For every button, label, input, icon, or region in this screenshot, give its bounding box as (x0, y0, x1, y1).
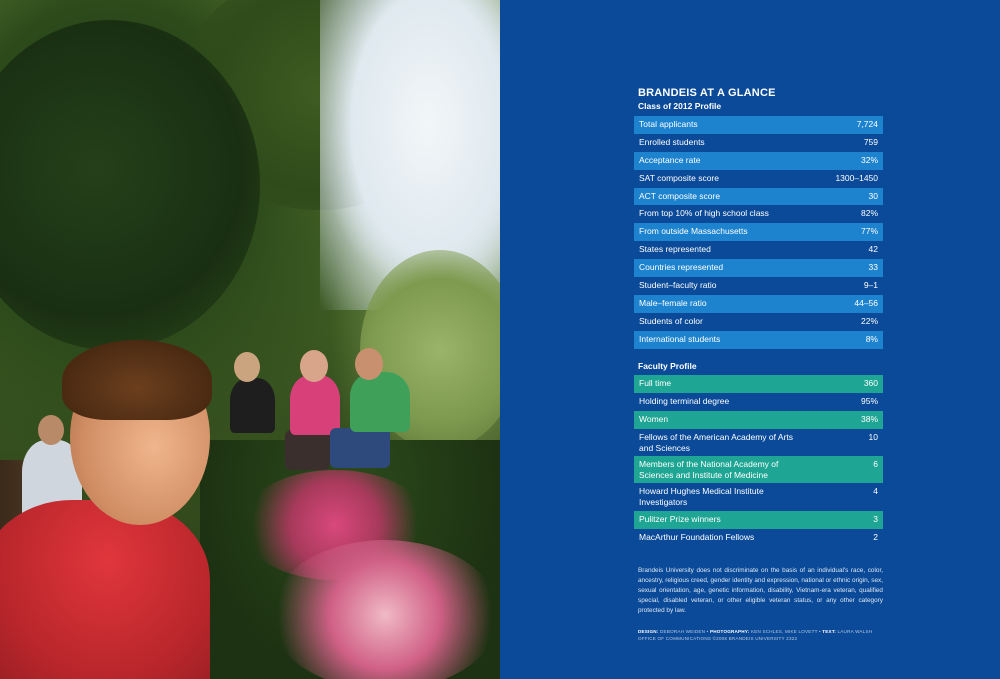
table-row (634, 331, 883, 349)
faculty-profile-table (634, 375, 883, 546)
page-title: BRANDEIS AT A GLANCE (638, 87, 776, 99)
faculty-title: Faculty Profile (638, 361, 697, 371)
table-row (634, 205, 883, 223)
row-label: Total applicants (639, 119, 698, 129)
row-label: Student–faculty ratio (639, 280, 717, 291)
row-value: 22% (860, 315, 878, 326)
row-label: Acceptance rate (639, 154, 701, 165)
photo-label: PHOTOGRAPHY: (709, 629, 750, 634)
table-row (634, 188, 883, 206)
table-row (634, 429, 883, 456)
table-row (634, 259, 883, 277)
row-value: 7,724 (856, 119, 878, 129)
row-value: 6 (873, 458, 878, 469)
row-value: 3 (873, 513, 878, 524)
row-label: Pulitzer Prize winners (639, 513, 721, 524)
row-value: 33 (868, 262, 878, 273)
table-row (634, 411, 883, 429)
row-value: 759 (863, 136, 878, 147)
table-row (634, 116, 883, 134)
row-label: From outside Massachusetts (639, 226, 748, 237)
table-row (634, 393, 883, 411)
row-label: Male–female ratio (639, 297, 707, 308)
credits: DESIGN: DEBORAH WEIDEN • PHOTOGRAPHY: KEN SCHLES, MIKE LOVETT • TEXT: LAURA WALSH OFFICE OF COMMUNICATIONS ©2008 BRANDEIS UNIVERSITY 2322 (638, 629, 873, 641)
flower-bed-pink (270, 540, 500, 679)
table-row (634, 456, 883, 483)
row-label: Students of color (639, 315, 703, 326)
row-label: International students (639, 333, 721, 344)
table-row (634, 313, 883, 331)
table-row (634, 529, 883, 547)
row-value: 30 (868, 190, 878, 201)
row-label: Full time (639, 378, 672, 388)
row-value: 38% (860, 413, 878, 424)
table-row (634, 277, 883, 295)
row-value: 8% (865, 333, 878, 344)
row-value: 95% (860, 395, 878, 406)
text-credit: LAURA WALSH (837, 629, 873, 634)
table-row (634, 511, 883, 529)
page-subtitle: Class of 2012 Profile (638, 101, 722, 111)
office-credit: OFFICE OF COMMUNICATIONS ©2008 BRANDEIS UNIVERSITY 2322 (638, 636, 798, 641)
row-value: 32% (860, 154, 878, 165)
text-label: TEXT: (822, 629, 837, 634)
row-value: 1300–1450 (835, 172, 878, 183)
row-value: 2 (873, 531, 878, 542)
table-row (634, 134, 883, 152)
row-value: 42 (868, 244, 878, 255)
row-label: SAT composite score (639, 172, 719, 183)
row-label: States represented (639, 244, 711, 255)
row-label: Women (639, 413, 669, 424)
row-value: 44–56 (854, 297, 878, 308)
row-value: 10 (868, 431, 878, 442)
row-value: 82% (860, 208, 878, 219)
row-label: From top 10% of high school class (639, 208, 769, 219)
design-credit: DEBORAH WEIDEN (660, 629, 706, 634)
row-label: Countries represented (639, 262, 724, 273)
table-row (634, 483, 883, 511)
row-label: Holding terminal degree (639, 395, 730, 406)
table-row (634, 223, 883, 241)
row-label: Fellows of the American Academy of Arts and Sciences (639, 431, 794, 453)
row-label: MacArthur Foundation Fellows (639, 531, 755, 542)
photo-credit: KEN SCHLES, MIKE LOVETT (750, 629, 818, 634)
row-label: Enrolled students (639, 136, 705, 147)
row-value: 4 (873, 485, 878, 496)
table-row (634, 241, 883, 259)
table-row (634, 375, 883, 393)
class-profile-table (634, 116, 883, 349)
nondiscrimination-statement: Brandeis University does not discriminate on the basis of an individual's race, color, ancestry, religious creed, gender identity and expression, national or ethnic origin, sex, sexual orientation, age, genetic information, disability, Vietnam-era veteran, qualified special, disabled veteran, or other eligible veteran status, or any other category protected by law. (638, 567, 883, 614)
row-value: 360 (863, 378, 878, 388)
row-value: 77% (860, 226, 878, 237)
table-row (634, 170, 883, 188)
row-label: ACT composite score (639, 190, 721, 201)
row-value: 9–1 (863, 280, 878, 291)
row-label: Howard Hughes Medical Institute Investigators (639, 485, 764, 507)
info-panel (500, 0, 1000, 679)
table-row (634, 295, 883, 313)
row-label: Members of the National Academy of Sciences and Institute of Medicine (639, 458, 779, 480)
design-label: DESIGN: (638, 629, 659, 634)
table-row (634, 152, 883, 170)
